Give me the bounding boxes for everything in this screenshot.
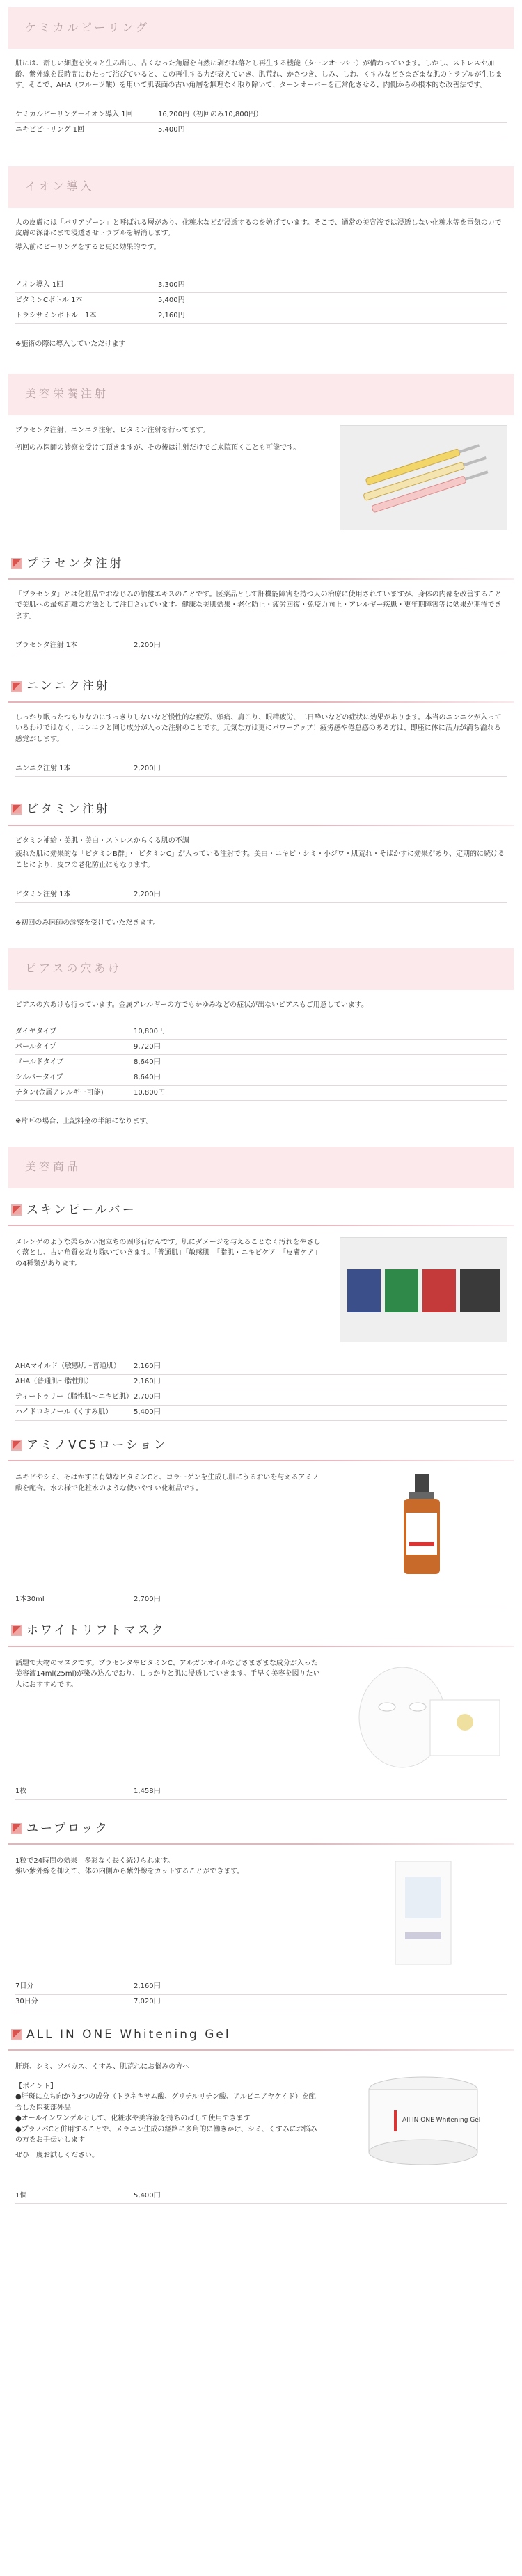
- soap-bars-image: [340, 1237, 507, 1342]
- price-table-aminovc: [15, 1592, 507, 1607]
- price-row: ティートゥリー（脂性肌～ニキビ肌） 2,700円: [15, 1390, 507, 1406]
- jar-icon: [340, 2062, 507, 2173]
- price-table-gel: [15, 2188, 507, 2204]
- divider: [8, 578, 514, 580]
- mask-row: [8, 1654, 514, 1774]
- price-row: ダイヤタイプ 10,800円: [15, 1024, 507, 1040]
- divider: [8, 1646, 514, 1647]
- section-title: ピアスの穴あけ: [25, 962, 122, 976]
- section-banner-piercing: [8, 948, 514, 990]
- flower-icon: [11, 1440, 22, 1451]
- page: [0, 7, 522, 2204]
- flower-icon: [11, 558, 22, 569]
- price-row: AHA（普通肌～脂性肌） 2,160円: [15, 1375, 507, 1390]
- bottle-image: [340, 1472, 507, 1577]
- price-table-uvblock: [15, 1980, 507, 2010]
- mask-description: 話題で大物のマスクです。プラセンタやビタミンC、アルガンオイルなどさまざまな成分が入った美容液14ml(25ml)が染み込んでおり、しっかりと肌に浸透していきます。手早く美容を図りたい人におすすめです。: [15, 1659, 320, 1689]
- divider: [8, 825, 514, 826]
- price-row: 1個 5,400円: [15, 2188, 507, 2204]
- subheading-garlic: ニンニク注射: [8, 677, 514, 695]
- piercing-description: ピアスの穴あけも行っています。金属アレルギーの方でもかゆみなどの症状が出ないピアスもご用意しています。: [15, 1001, 368, 1009]
- price-table-skinpeel: [15, 1360, 507, 1421]
- uvblock-row: [8, 1852, 514, 1971]
- price-row: 1本30ml 2,700円: [15, 1592, 507, 1607]
- section-banner-peel: [8, 7, 514, 49]
- price-table-vitamin: [15, 887, 507, 903]
- divider: [8, 701, 514, 703]
- divider: [8, 2049, 514, 2051]
- section-title: イオン導入: [25, 180, 95, 193]
- price-table-mask: [15, 1785, 507, 1800]
- price-row: ビタミンCボトル 1本 5,400円: [15, 293, 507, 308]
- price-row: パールタイプ 9,720円: [15, 1040, 507, 1055]
- price-row: シルバータイプ 8,640円: [15, 1070, 507, 1086]
- vitamin-note: ※初回のみ医師の診察を受けていただきます。: [15, 919, 160, 928]
- jar-label: All IN ONE Whitening Gel: [402, 2117, 481, 2124]
- vitamin-description: ビタミン補給・美肌・美白・ストレスからくる肌の不調 疲れた肌に効果的な「ビタミンB群」・「ビタミンC」が入っている注射です。美白・ニキビ・シミ・小ジワ・肌荒れ・そばかすに効果があり、定期的に続けることにより、皮フの老化防止にもなります。: [15, 836, 505, 869]
- section-banner-ion: [8, 166, 514, 208]
- flower-icon: [11, 1204, 22, 1216]
- bottle-icon: [340, 1472, 507, 1577]
- gel-jar-image: [340, 2062, 507, 2173]
- soap-icon: [340, 1238, 507, 1342]
- peel-description: 肌には、新しい細胞を次々と生み出し、古くなった角層を自然に剥がれ落とし再生する機能（ターンオーバー）が備わっています。しかし、ストレスや加齢、紫外線を長時間にわたって浴びていると、この再生する力が衰えていき、肌荒れ、かさつき、しみ、しわ、くすみなどさまざまな肌のトラブルが生じます。そこで、AHA（フルーツ酸）を用いて肌表面の古い角層を無理なく取り除いて、ターンオーバーを正常化させる、内側からの根本的な改善法です。: [15, 60, 503, 89]
- price-row: イオン導入 1回 3,300円: [15, 278, 507, 293]
- section-banner-products: [8, 1147, 514, 1188]
- section-banner-nutrition: [8, 374, 514, 415]
- aminovc-description: ニキビやシミ、そばかすに有効なビタミンCと、コラーゲンを生成し肌にうるおいを与えるアミノ酸を配合。水の様で化粧水のような使いやすい化粧品です。: [15, 1474, 319, 1493]
- gel-row: [8, 2058, 514, 2177]
- ion-note: ※施術の際に導入していただけます: [15, 340, 126, 348]
- box-icon: [340, 1856, 507, 1967]
- gel-description: 肝斑、シミ、ソバカス、くすみ、肌荒れにお悩みの方へ 【ポイント】 ●肝斑に立ち向かう3つの成分（トラネキサム酸、グリチルリチン酸、アルビニアヤケイド）を配合した医薬部外品 ●オールインワンゲルとして、化粧水や美容液を持ちのばして使用できます ●プラノバCと併用することで、メラニン生成の経路に多角的に働きかけ、シミ、くすみにお悩みの方をお手伝いします ぜひ一度お試しください。: [15, 2063, 317, 2159]
- subheading-mask: ホワイトリフトマスク: [8, 1621, 514, 1639]
- price-table-garlic: [15, 761, 507, 777]
- price-row: トラシサミンボトル 1本 2,160円: [15, 308, 507, 324]
- price-row: ニキビピーリング 1回 5,400円: [15, 123, 507, 138]
- price-row: チタン(金属アレルギー可能) 10,800円: [15, 1086, 507, 1101]
- divider: [8, 1225, 514, 1226]
- flower-icon: [11, 2029, 22, 2040]
- price-row: ニンニク注射 1本 2,200円: [15, 761, 507, 777]
- section-title: 美容栄養注射: [25, 387, 109, 401]
- subheading-vitamin: ビタミン注射: [8, 800, 514, 818]
- price-row: 30日分 7,020円: [15, 1995, 507, 2010]
- flower-icon: [11, 1823, 22, 1834]
- price-row: 7日分 2,160円: [15, 1980, 507, 1995]
- syringe-image: [340, 425, 507, 530]
- subheading-skinpeel: スキンピールバー: [8, 1201, 514, 1219]
- garlic-description: しっかり眠ったつもりなのにすっきりしないなど慢性的な疲労、頭痛、肩こり、眼精疲労、二日酔いなどの症状に効果があります。本当のニンニクが入っているわけではなく、ニンニクと同じ成分が入った注射のことです。元気な方は更にパワーアップ！疲労感や倦怠感のある方は、即座に体に活力が満ち溢れる感覚がします。: [15, 713, 502, 743]
- divider: [8, 1460, 514, 1461]
- price-table-peel: [15, 108, 507, 138]
- price-table-placenta: [15, 638, 507, 653]
- nutrition-row: [8, 415, 514, 534]
- placenta-description: 「プラセンタ」とは化粧品でおなじみの胎盤エキスのことです。医薬品として肝機能障害を持つ人の治療に使用されていますが、身体の内部を改善することで美肌への最短距離の方法として注目されています。健康な美肌効果・老化防止・疲労回復・免疫力向上・アレルギー疾患・更年期障害等に効果が期待できます。: [15, 590, 502, 620]
- section-title: ケミカルピーリング: [25, 20, 150, 34]
- subheading-placenta: プラセンタ注射: [8, 555, 514, 573]
- price-row: AHAマイルド（敏感肌～普通肌） 2,160円: [15, 1360, 507, 1375]
- uvblock-image: [340, 1856, 507, 1967]
- price-row: ゴールドタイプ 8,640円: [15, 1055, 507, 1070]
- nutrition-description: プラセンタ注射、ニンニク注射、ビタミン注射を行ってます。 初回のみ医師の診察を受けて頂きますが、その後は注射だけでご来院頂くことも可能です。: [15, 426, 301, 452]
- section-title: 美容商品: [25, 1160, 81, 1174]
- price-table-ion: [15, 278, 507, 324]
- price-row: プラセンタ注射 1本 2,200円: [15, 638, 507, 653]
- piercing-note: ※片耳の場合、上記料金の半額になります。: [15, 1118, 153, 1126]
- subheading-uvblock: ユーブロック: [8, 1820, 514, 1838]
- price-row: 1枚 1,458円: [15, 1785, 507, 1800]
- flower-icon: [11, 1625, 22, 1636]
- ion-description: 人の皮膚には「バリアゾーン」と呼ばれる層があり、化粧水などが浸透するのを妨げています。そこで、通常の美容液では浸透しない化粧水等を電気の力で皮膚の深部にまで浸透させトラブルを解消します。 導入前にピーリングをすると更に効果的です。: [15, 218, 502, 251]
- mask-icon: [340, 1658, 507, 1770]
- syringe-icon: [340, 426, 507, 530]
- price-row: ハイドロキノール（くすみ肌） 5,400円: [15, 1406, 507, 1421]
- aminovc-row: [8, 1468, 514, 1581]
- subheading-aminovc: アミノVC5ローション: [8, 1436, 514, 1454]
- divider: [8, 1843, 514, 1845]
- flower-icon: [11, 804, 22, 815]
- skinpeel-description: メレンゲのような柔らかい泡立ちの固形石けんです。肌にダメージを与えることなく汚れをやさしく落とし、古い角質を取り除いていきます。「普通肌」「敏感肌」「脂肌・ニキビケア」「皮膚ケア」の4種類があります。: [15, 1238, 322, 1268]
- flower-icon: [11, 681, 22, 692]
- price-row: ビタミン注射 1本 2,200円: [15, 887, 507, 903]
- uvblock-description: 1粒で24時間の効果 多彩なく長く続けられます。 強い紫外線を抑えて、体の内側から紫外線をカットすることができます。: [15, 1857, 244, 1876]
- subheading-gel: ALL IN ONE Whitening Gel: [8, 2026, 514, 2044]
- skinpeel-row: [8, 1233, 514, 1346]
- price-row: ケミカルピーリング＋イオン導入 1回 16,200円（初回のみ10,800円）: [15, 108, 507, 123]
- mask-image: [340, 1658, 507, 1770]
- price-table-piercing: [15, 1024, 507, 1101]
